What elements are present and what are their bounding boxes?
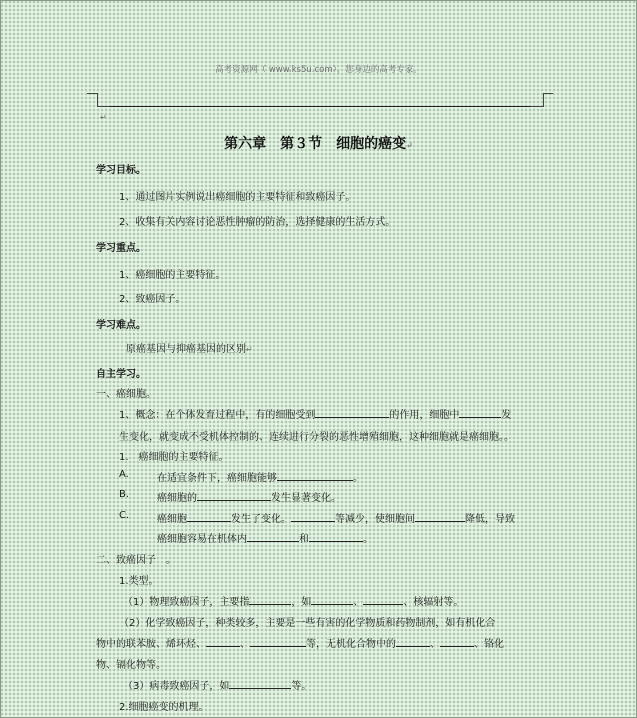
viral-factors [123,677,311,692]
header-rule-tick-left [87,93,97,94]
part2-heading: 二、致癌因子 。 [96,555,176,566]
chemical-text-a: 物中的联苯胺、烯环烃、 [96,639,206,650]
physical-factors [123,593,463,608]
feature-b-end: 发生显著变化。 [271,493,341,504]
page-header: 高考资源网（ www.ks5u.com），您身边的高考专家。 [215,65,422,75]
difficulty-heading: 学习难点。 [96,320,146,331]
chemical-text-d: 、 [430,639,440,650]
goals-heading: 学习目标。 [96,165,146,176]
feature-c-text-c: 等减少，使细胞间 [335,514,415,525]
fill-blank [309,532,363,542]
feature-b [157,489,341,504]
fill-blank [250,637,306,647]
goal-item-2: 2、收集有关内容讨论恶性肿瘤的防治，选择健康的生活方式。 [119,217,396,228]
header-rule-corner-right [530,93,544,107]
mechanism-heading: 2.细胞癌变的机理。 [119,702,209,713]
feature-a-label: A. [119,469,129,480]
feature-c-line2-and: 和 [299,534,309,545]
title-text: 第六章 第３节 细胞的癌变 [224,136,407,152]
fill-blank [396,637,430,647]
feature-c-line-2 [157,530,373,545]
physical-text-a: （1）物理致癌因子，主要指 [123,597,250,608]
concept-line-1 [119,406,511,421]
fill-blank [249,595,291,605]
fill-blank [415,512,465,522]
fill-blank [315,408,389,418]
fill-blank [277,471,353,481]
part1-heading: 一、癌细胞。 [96,389,156,400]
fill-blank [229,679,291,689]
feature-a [157,469,363,484]
chemical-text-c: 等，无机化合物中的 [306,639,396,650]
header-rule [110,106,531,107]
feature-a-end: 。 [353,473,363,484]
fill-blank [363,595,403,605]
goal-item-1: 1、通过图片实例说出癌细胞的主要特征和致癌因子。 [119,192,356,203]
concept-text-a: 1、概念：在个体发育过程中，有的细胞受到 [119,410,316,421]
feature-c-text: 癌细胞 [157,514,187,525]
feature-c-label: C. [119,510,130,521]
fill-blank [206,637,240,647]
concept-text-c: 发 [501,410,512,421]
difficulty-text: 原癌基因与抑癌基因的区别 [126,344,246,355]
page-title [0,133,637,153]
concept-line-2: 生变化，就变成不受机体控制的、连续进行分裂的恶性增殖细胞，这种细胞就是癌细胞。。 [119,432,514,443]
self-study-heading: 自主学习。 [96,369,146,380]
fill-blank [440,637,474,647]
feature-a-text: 在适宜条件下，癌细胞能够 [157,473,277,484]
fill-blank [291,512,335,522]
physical-text-b: ，如 [291,597,312,608]
feature-c-line2-text: 癌细胞容易在机体内 [157,534,247,545]
focus-item-1: 1、癌细胞的主要特征。 [119,270,226,281]
chemical-factors-line-1: （2）化学致癌因子，种类较多，主要是一些有害的化学物质和药物制剂，如有机化合 [119,618,496,629]
fill-blank [187,512,231,522]
focus-heading: 学习重点。 [96,243,146,254]
fill-blank [197,491,271,501]
features-heading: 1. 癌细胞的主要特征。 [119,452,229,463]
fill-blank [459,408,501,418]
chemical-factors-line-3: 物、镉化物等。 [96,660,166,671]
physical-text-c: 、 [353,597,364,608]
chemical-factors-line-2 [96,635,504,650]
chemical-text-e: 、铬化 [474,639,504,650]
fill-blank [311,595,353,605]
types-heading: 1.类型。 [119,576,159,587]
chemical-text-b: 、 [240,639,250,650]
concept-text-b: 的作用，细胞中 [389,410,460,421]
paragraph-mark: ↵ [100,113,107,122]
feature-c-text-b: 发生了变化。 [231,514,291,525]
header-rule-corner-left [97,93,111,107]
paragraph-mark: ↵ [406,140,413,150]
viral-text-b: 等。 [291,681,312,692]
feature-c-line2-end: 。 [363,534,373,545]
feature-c-text-d: 降低，导致 [465,514,515,525]
viral-text-a: （3）病毒致癌因子，如 [123,681,230,692]
paragraph-mark: ↵ [246,345,253,354]
feature-b-text: 癌细胞的 [157,493,197,504]
feature-c [157,510,515,525]
difficulty-item-1 [126,340,253,355]
focus-item-2: 2、致癌因子。 [119,294,186,305]
feature-b-label: B. [119,489,130,500]
physical-text-d: 、核辐射等。 [403,597,464,608]
header-rule-tick-right [543,93,553,94]
fill-blank [247,532,299,542]
